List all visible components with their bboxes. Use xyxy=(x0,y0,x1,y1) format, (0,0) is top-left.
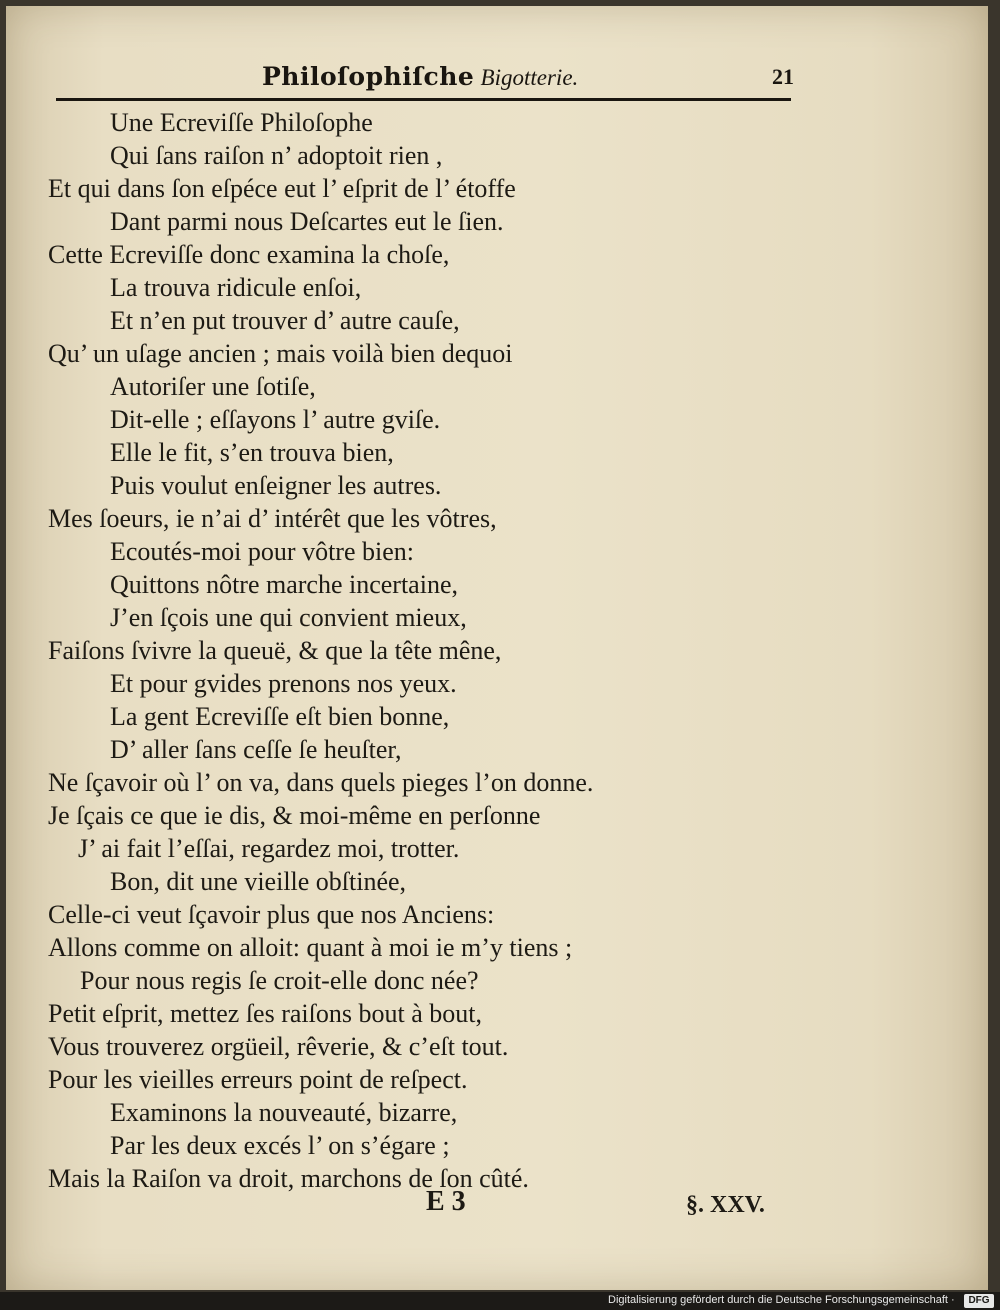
poem-line: Examinons la nouveauté, bizarre, xyxy=(110,1098,458,1127)
poem-line: Dant parmi nous Deſcartes eut le ſien. xyxy=(110,207,504,236)
digitization-stamp: Digitalisierung gefördert durch die Deutsche Forschungsgemeinschaft · xyxy=(608,1294,955,1306)
poem-line: Qui ſans raiſon n’ adoptoit rien , xyxy=(110,141,443,170)
poem-line: Autoriſer une ſotiſe, xyxy=(110,372,316,401)
poem-line: Une Ecreviſſe Philoſophe xyxy=(110,108,373,137)
poem-line: Quittons nôtre marche incertaine, xyxy=(110,570,458,599)
poem-line: Faiſons ſvivre la queuë, & que la tête mêne, xyxy=(48,636,502,665)
poem-line: Puis voulut enſeigner les autres. xyxy=(110,471,442,500)
poem-line: Mes ſoeurs, ie n’ai d’ intérêt que les vôtres, xyxy=(48,504,497,533)
running-head xyxy=(262,62,578,92)
poem-line: Celle-ci veut ſçavoir plus que nos Anciens: xyxy=(48,900,495,929)
page-header xyxy=(262,62,792,98)
poem-line: J’ ai fait l’eſſai, regardez moi, trotter. xyxy=(78,834,460,863)
header-rule xyxy=(56,98,791,101)
poem-line: Ecoutés-moi pour vôtre bien: xyxy=(110,537,414,566)
poem-line: Et qui dans ſon eſpéce eut l’ eſprit de l’ étoffe xyxy=(48,174,516,203)
poem-line: Cette Ecreviſſe donc examina la choſe, xyxy=(48,240,450,269)
poem-line: Par les deux excés l’ on s’égare ; xyxy=(110,1131,450,1160)
poem-line: La trouva ridicule enſoi, xyxy=(110,273,362,302)
page-number: 21 xyxy=(772,64,794,89)
running-head-italic: Bigotterie. xyxy=(480,65,579,90)
dfg-logo: DFG xyxy=(964,1294,994,1308)
signature-mark: E 3 xyxy=(426,1186,466,1217)
poem-line: Mais la Raiſon va droit, marchons de ſon cûté. xyxy=(48,1164,529,1193)
poem-line: Vous trouverez orgüeil, rêverie, & c’eſt tout. xyxy=(48,1032,509,1061)
poem-line: Allons comme on alloit: quant à moi ie m’y tiens ; xyxy=(48,933,573,962)
poem-line: La gent Ecreviſſe eſt bien bonne, xyxy=(110,702,450,731)
book-page xyxy=(6,6,988,1290)
poem-line: Qu’ un uſage ancien ; mais voilà bien dequoi xyxy=(48,339,513,368)
poem-line: D’ aller ſans ceſſe ſe heuſter, xyxy=(110,735,402,764)
poem-line: Ne ſçavoir où l’ on va, dans quels pieges l’on donne. xyxy=(48,768,594,797)
running-head-fraktur: Philoſophiſche xyxy=(262,62,475,91)
poem-line: Elle le fit, s’en trouva bien, xyxy=(110,438,394,467)
poem-line: Dit-elle ; eſſayons l’ autre gviſe. xyxy=(110,405,441,434)
catchword: §. XXV. xyxy=(686,1192,765,1218)
poem-line: Pour nous regis ſe croit-elle donc née? xyxy=(80,966,479,995)
poem-line: J’en ſçois une qui convient mieux, xyxy=(110,603,467,632)
poem-line: Pour les vieilles erreurs point de reſpect. xyxy=(48,1065,468,1094)
poem-line: Et pour gvides prenons nos yeux. xyxy=(110,669,457,698)
poem-line: Je ſçais ce que ie dis, & moi-même en perſonne xyxy=(48,801,541,830)
poem-line: Bon, dit une vieille obſtinée, xyxy=(110,867,407,896)
poem-line: Et n’en put trouver d’ autre cauſe, xyxy=(110,306,460,335)
poem-line: Petit eſprit, mettez ſes raiſons bout à bout, xyxy=(48,999,482,1028)
